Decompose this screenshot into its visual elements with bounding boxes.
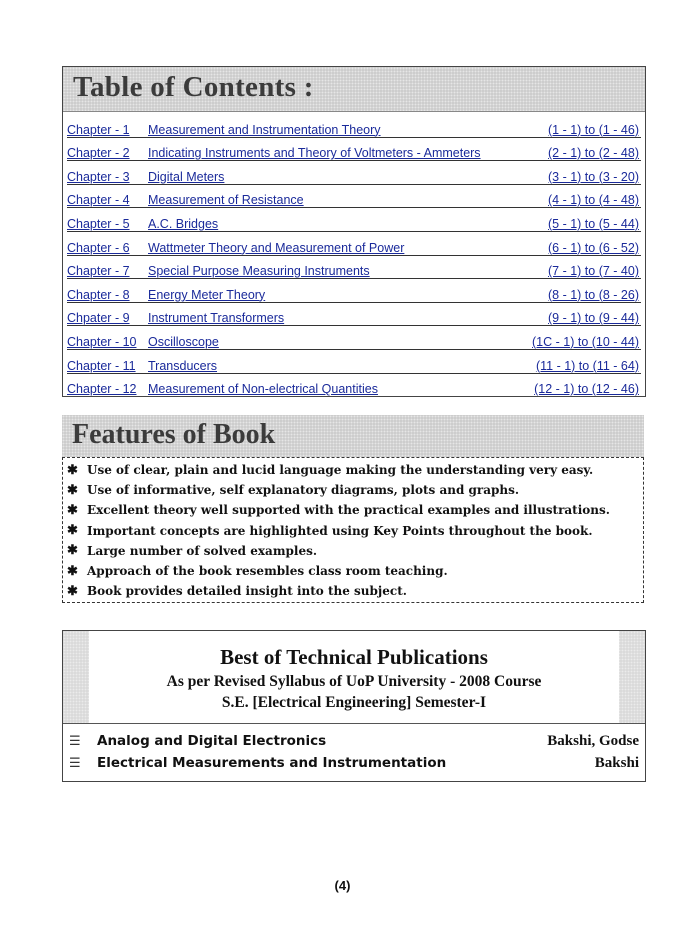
- toc-chapter-label: Chapter - 8: [67, 287, 130, 302]
- toc-chapter-title: Measurement of Resistance: [148, 193, 304, 208]
- feature-text: Large number of solved examples.: [87, 543, 318, 558]
- toc-chapter-label: Chapter - 4: [67, 193, 130, 208]
- toc-chapter-label: Chapter - 3: [67, 169, 130, 184]
- page-number: (4): [334, 878, 351, 893]
- features-title: Features of Book: [72, 419, 276, 450]
- toc-chapter-label: Chapter - 5: [67, 216, 130, 231]
- features-header: [62, 415, 644, 457]
- feature-text: Excellent theory well supported with the practical examples and illustrations.: [87, 503, 610, 518]
- asterisk-bullet-icon: ✱: [67, 482, 78, 498]
- toc-page-range: (1C - 1) to (10 - 44): [532, 334, 639, 349]
- toc-chapter-label: Chapter - 12: [67, 382, 137, 397]
- toc-row[interactable]: [67, 303, 641, 327]
- book-icon: ☰: [69, 755, 81, 771]
- feature-text: Approach of the book resembles class room teaching.: [87, 564, 448, 579]
- book-row: [69, 752, 639, 774]
- asterisk-bullet-icon: ✱: [67, 502, 78, 518]
- toc-page-range: (11 - 1) to (11 - 64): [535, 358, 639, 373]
- features-list: [63, 458, 643, 601]
- toc-page-range: (12 - 1) to (12 - 46): [534, 382, 639, 397]
- toc-page-range: (3 - 1) to (3 - 20): [548, 169, 639, 184]
- toc-chapter-title: Special Purpose Measuring Instruments: [148, 264, 370, 279]
- toc-chapter-label: Chapter - 2: [67, 146, 130, 161]
- feature-item: [67, 581, 643, 601]
- book-row: [69, 730, 639, 752]
- book-title: Electrical Measurements and Instrumentation: [97, 755, 447, 771]
- toc-row[interactable]: [67, 279, 641, 303]
- toc-chapter-title: Digital Meters: [148, 169, 225, 184]
- table-of-contents: [62, 66, 646, 397]
- toc-chapter-title: Measurement of Non-electrical Quantities: [148, 382, 378, 397]
- publications-header: [63, 631, 645, 724]
- toc-row[interactable]: [67, 232, 641, 256]
- feature-item: [67, 541, 643, 561]
- toc-row[interactable]: [67, 208, 641, 232]
- toc-page-range: (8 - 1) to (8 - 26): [548, 287, 639, 302]
- publications-box: [62, 630, 646, 782]
- book-title: Analog and Digital Electronics: [97, 733, 327, 749]
- toc-chapter-title: Wattmeter Theory and Measurement of Power: [148, 240, 405, 255]
- feature-item: [67, 460, 643, 480]
- asterisk-bullet-icon: ✱: [67, 462, 78, 478]
- toc-chapter-label: Chapter - 7: [67, 264, 130, 279]
- feature-text: Use of informative, self explanatory diagrams, plots and graphs.: [87, 483, 520, 498]
- toc-list: [63, 112, 645, 396]
- toc-page-range: (4 - 1) to (4 - 48): [548, 193, 639, 208]
- toc-row[interactable]: [67, 114, 641, 138]
- asterisk-bullet-icon: ✱: [67, 543, 78, 559]
- toc-chapter-title: Measurement and Instrumentation Theory: [148, 122, 381, 137]
- toc-page-range: (5 - 1) to (5 - 44): [548, 216, 639, 231]
- feature-item: [67, 480, 643, 500]
- toc-chapter-label: Chapter - 11: [67, 358, 136, 373]
- toc-header: [63, 67, 645, 112]
- publications-header-panel: [89, 631, 619, 723]
- toc-chapter-label: Chapter - 10: [67, 334, 137, 349]
- publications-semester: S.E. [Electrical Engineering] Semester-I: [221, 694, 487, 711]
- toc-row[interactable]: [67, 326, 641, 350]
- publications-book-list: [63, 724, 645, 774]
- book-authors: Bakshi: [594, 754, 639, 771]
- features-box: [62, 457, 644, 603]
- feature-item: [67, 561, 643, 581]
- feature-text: Important concepts are highlighted using Key Points throughout the book.: [87, 523, 593, 538]
- toc-chapter-title: Oscilloscope: [148, 334, 219, 349]
- feature-item: [67, 500, 643, 520]
- toc-page-range: (9 - 1) to (9 - 44): [548, 311, 639, 326]
- publications-title: Best of Technical Publications: [220, 645, 488, 669]
- toc-page-range: (2 - 1) to (2 - 48): [548, 146, 639, 161]
- book-authors: Bakshi, Godse: [547, 732, 639, 749]
- toc-row[interactable]: [67, 256, 641, 280]
- toc-page-range: (1 - 1) to (1 - 46): [548, 122, 639, 137]
- toc-row[interactable]: [67, 161, 641, 185]
- toc-row[interactable]: [67, 350, 641, 374]
- toc-chapter-label: Chapter - 6: [67, 240, 130, 255]
- asterisk-bullet-icon: ✱: [67, 583, 78, 599]
- toc-row[interactable]: [67, 138, 641, 162]
- asterisk-bullet-icon: ✱: [67, 563, 78, 579]
- toc-chapter-title: Transducers: [148, 358, 218, 373]
- feature-text: Book provides detailed insight into the subject.: [87, 584, 407, 599]
- toc-row[interactable]: [67, 185, 641, 209]
- toc-chapter-title: Energy Meter Theory: [148, 287, 266, 302]
- feature-item: [67, 521, 643, 541]
- toc-page-range: (7 - 1) to (7 - 40): [548, 264, 639, 279]
- feature-text: Use of clear, plain and lucid language making the understanding very easy.: [87, 463, 594, 478]
- toc-chapter-title: Instrument Transformers: [148, 311, 285, 326]
- book-icon: ☰: [69, 733, 81, 749]
- toc-chapter-title: Indicating Instruments and Theory of Voltmeters - Ammeters: [148, 146, 481, 161]
- asterisk-bullet-icon: ✱: [67, 523, 78, 539]
- toc-row[interactable]: [67, 374, 641, 397]
- toc-title: Table of Contents :: [73, 71, 314, 103]
- toc-chapter-title: A.C. Bridges: [148, 216, 219, 231]
- toc-page-range: (6 - 1) to (6 - 52): [548, 240, 639, 255]
- publications-syllabus: As per Revised Syllabus of UoP University - 2008 Course: [166, 673, 542, 690]
- toc-chapter-label: Chpater - 9: [67, 311, 130, 326]
- toc-chapter-label: Chapter - 1: [67, 122, 130, 137]
